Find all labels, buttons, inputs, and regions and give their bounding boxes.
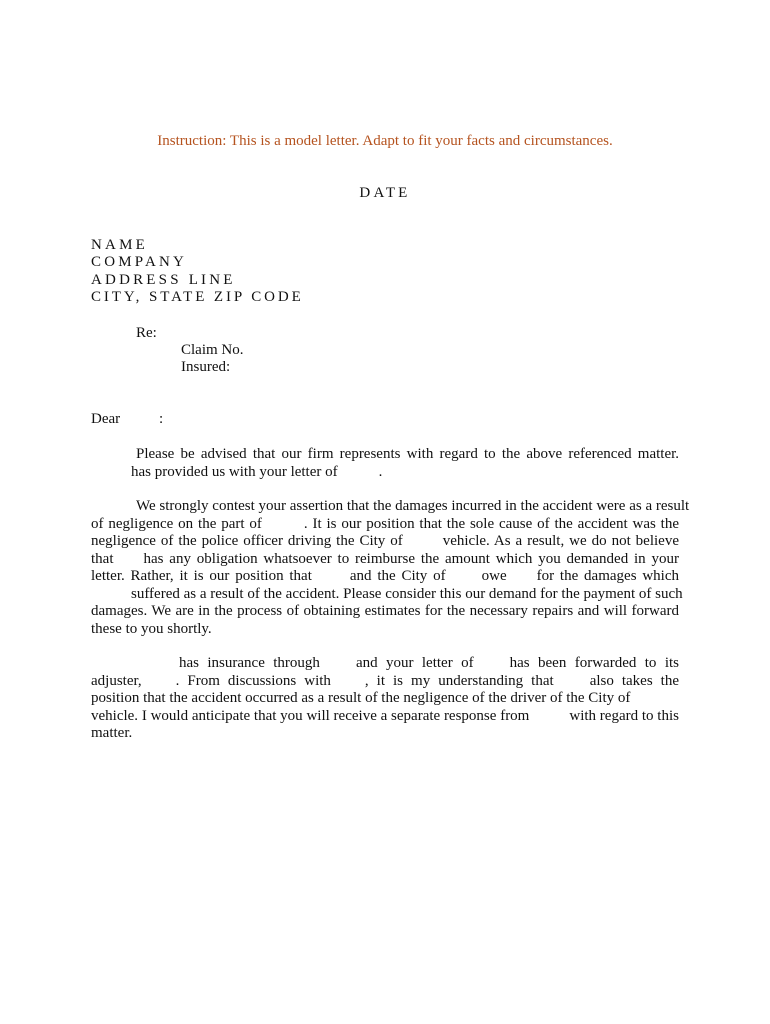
- text-segment: and the City of: [349, 568, 446, 584]
- paragraph-line: [91, 568, 679, 586]
- text-segment: negligence of the police officer driving the City of: [91, 533, 403, 549]
- text-segment: owe: [481, 568, 507, 584]
- text-segment: has been forwarded to its: [509, 655, 679, 671]
- text-segment: . It is our position that the sole cause of the accident was the: [303, 515, 679, 532]
- recipient-city-state-zip: CITY, STATE ZIP CODE: [91, 289, 304, 305]
- paragraph-line: damages. We are in the process of obtaining estimates for the necessary repairs and will forward: [91, 603, 679, 619]
- text-segment: of negligence on the part of: [91, 515, 262, 532]
- paragraph-line: [91, 446, 679, 464]
- text-segment: adjuster,: [91, 672, 142, 689]
- text-segment: .: [378, 463, 383, 480]
- recipient-address: ADDRESS LINE: [91, 272, 236, 288]
- re-label: Re:: [136, 325, 157, 341]
- paragraph-line: [91, 516, 679, 534]
- claim-number-label: Claim No.: [181, 342, 244, 358]
- recipient-name: NAME: [91, 237, 148, 253]
- text-segment: with regard to this: [569, 707, 679, 724]
- instruction-note: Instruction: This is a model letter. Adapt to fit your facts and circumstances.: [157, 133, 613, 149]
- paragraph-line: [91, 655, 679, 673]
- recipient-company: COMPANY: [91, 254, 188, 270]
- text-segment: for the damages which: [536, 568, 679, 584]
- text-segment: vehicle. As a result, we do not believe: [442, 533, 679, 549]
- paragraph-1: [91, 446, 679, 481]
- paragraph-line: matter.: [91, 725, 133, 741]
- paragraph-line: [91, 673, 679, 691]
- text-segment: also takes the: [589, 672, 680, 689]
- paragraph-line: [91, 551, 679, 569]
- text-segment: , it is my understanding that: [364, 672, 554, 689]
- paragraph-line: We strongly contest your assertion that the damages incurred in the accident were as a result: [136, 498, 690, 514]
- paragraph-line: suffered as a result of the accident. Please consider this our demand for the payment of such: [131, 585, 683, 602]
- salutation-colon: :: [159, 411, 164, 427]
- paragraph-line: [91, 708, 679, 726]
- paragraph-line: these to you shortly.: [91, 620, 212, 637]
- text-segment: has insurance through: [179, 655, 320, 671]
- text-segment: vehicle. I would anticipate that you will receive a separate response from: [91, 707, 530, 724]
- text-segment: . From discussions with: [175, 672, 331, 689]
- paragraph-2: [91, 498, 690, 638]
- text-segment: and your letter of: [355, 655, 474, 671]
- text-segment: Please be advised that our firm represents: [136, 446, 401, 462]
- paragraph-line: [91, 533, 679, 551]
- text-segment: with regard to the above referenced matter.: [406, 446, 680, 462]
- salutation-dear: Dear: [91, 411, 121, 427]
- text-segment: has any obligation whatsoever to reimburse the amount which you demanded in your: [143, 550, 679, 567]
- text-segment: that: [91, 550, 114, 567]
- insured-label: Insured:: [181, 359, 231, 375]
- text-segment: has provided us with your letter of: [131, 463, 338, 480]
- paragraph-line: [91, 464, 679, 482]
- paragraph-line: position that the accident occurred as a result of the negligence of the driver of the City of: [91, 690, 631, 706]
- paragraph-3: [91, 655, 679, 743]
- text-segment: letter. Rather, it is our position that: [91, 568, 312, 584]
- date-placeholder: DATE: [359, 185, 411, 201]
